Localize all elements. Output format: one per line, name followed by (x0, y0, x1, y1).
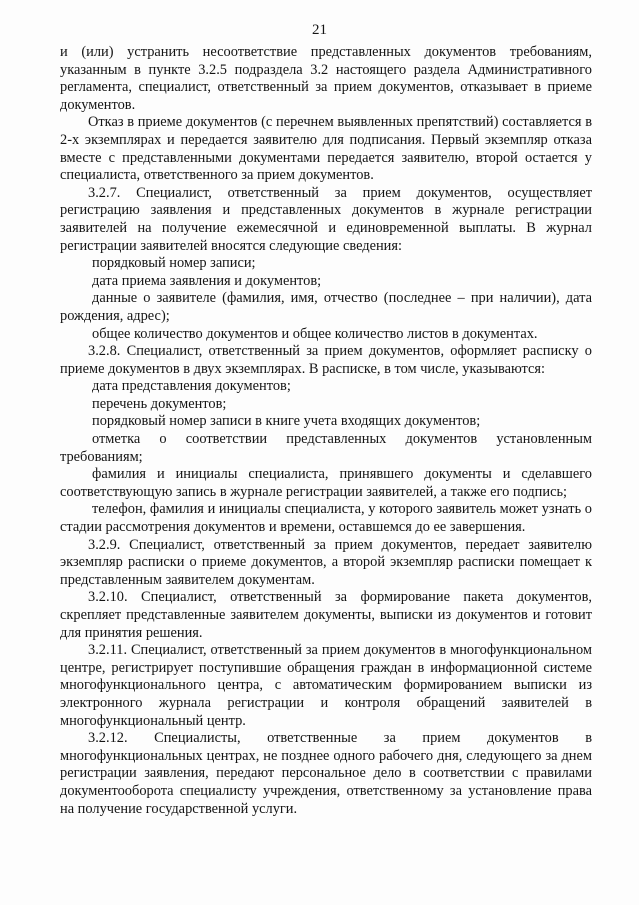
paragraph: 3.2.11. Специалист, ответственный за прием документов в многофункциональном центре, регистрирует поступившие обращения граждан в информационной системе многофункционального центра, с автоматическим формированием выписки из электронного журнала регистрации и контроля обращений заявителей в многофункциональный центр. (60, 642, 592, 729)
list-item: порядковый номер записи в книге учета входящих документов; (92, 413, 481, 430)
paragraph: 3.2.10. Специалист, ответственный за формирование пакета документов, скрепляет представленные заявителем документы, выписки из документов и готовит для принятия решения. (60, 589, 592, 641)
paragraph: и (или) устранить несоответствие представленных документов требованиям, указанным в пункте 3.2.5 подраздела 3.2 настоящего раздела Административного регламента, специалист, ответственный за прием документов, отказывает в приеме документов. (60, 44, 592, 113)
list-item: порядковый номер записи; (92, 255, 256, 272)
list-item: дата приема заявления и документов; (92, 272, 322, 289)
list-item: отметка о соответствии представленных документов установленным требованиям; (60, 431, 592, 465)
document-body (60, 44, 592, 818)
paragraph: 3.2.12. Специалисты, ответственные за прием документов в многофункциональных центрах, не позднее одного рабочего дня, следующего за днем регистрации заявления, передают персональное дело в соответствии с правилами документооборота специалисту учреждения, ответственному за установление права на получение государственной услуги. (60, 730, 592, 817)
list-item: данные о заявителе (фамилия, имя, отчество (последнее – при наличии), дата рождения, адрес); (60, 290, 592, 324)
list-item: фамилия и инициалы специалиста, принявшего документы и сделавшего соответствующую запись в журнале регистрации заявителей, а также его подпись; (60, 466, 592, 500)
list-item: телефон, фамилия и инициалы специалиста, у которого заявитель может узнать о стадии рассмотрения документов и времени, оставшемся до ее завершения. (60, 501, 592, 536)
paragraph: 3.2.9. Специалист, ответственный за прием документов, передает заявителю экземпляр расписки о приеме документов, а второй экземпляр расписки помещает к представленным заявителем документам. (60, 536, 592, 588)
page-number: 21 (312, 22, 327, 38)
paragraph: Отказ в приеме документов (с перечнем выявленных препятствий) составляется в 2-х экземплярах и передается заявителю для подписания. Первый экземпляр отказа вместе с представленными документами передается заявителю, второй остается у специалиста, ответственного за прием документов. (60, 114, 592, 184)
list-item: общее количество документов и общее количество листов в документах. (92, 325, 538, 342)
paragraph: 3.2.8. Специалист, ответственный за прием документов, оформляет расписку о приеме документов в двух экземплярах. В расписке, в том числе, указываются: (60, 343, 592, 377)
paragraph: 3.2.7. Специалист, ответственный за прием документов, осуществляет регистрацию заявления и представленных документов в журнале регистрации заявителей на получение ежемесячной и единовременной выплаты. В журнал регистрации заявителей вносятся следующие сведения: (60, 184, 592, 254)
list-item: дата представления документов; (92, 378, 291, 395)
list-item: перечень документов; (92, 395, 227, 412)
